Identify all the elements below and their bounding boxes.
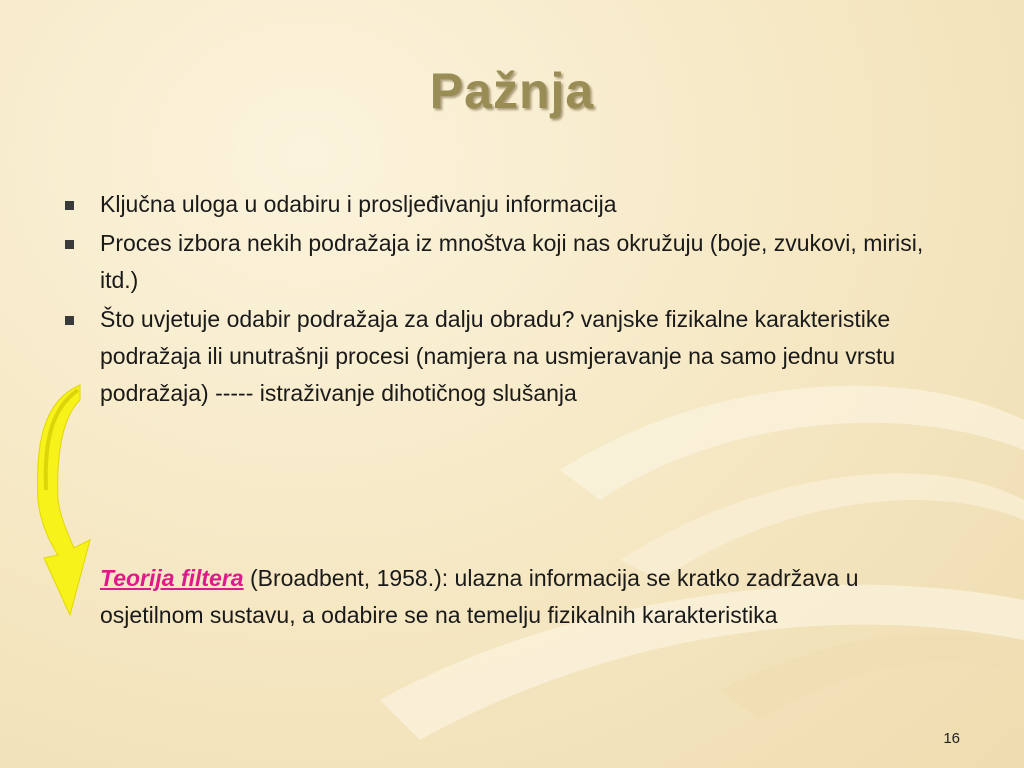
curved-arrow-icon — [30, 380, 100, 620]
list-item — [60, 301, 960, 412]
theory-link[interactable]: Teorija filtera — [100, 565, 244, 591]
bullet-square-icon — [65, 316, 74, 325]
page-number: 16 — [943, 730, 960, 747]
bullet-list — [60, 186, 960, 414]
bullet-square-icon — [65, 240, 74, 249]
bullet-square-icon — [65, 201, 74, 210]
bullet-text: Proces izbora nekih podražaja iz mnoštva koji nas okružuju (boje, zvukovi, mirisi, itd.) — [100, 230, 924, 293]
theory-paragraph — [100, 560, 940, 634]
slide-title: Pažnja — [429, 63, 595, 119]
list-item — [60, 225, 960, 299]
theory-text: (Broadbent, 1958.): ulazna informacija se kratko zadržava u osjetilnom sustavu, a odabire se na temelju fizikalnih karakteristika — [100, 565, 859, 628]
bullet-text: Ključna uloga u odabiru i prosljeđivanju informacija — [100, 191, 617, 217]
bullet-text: Što uvjetuje odabir podražaja za dalju obradu? vanjske fizikalne karakteristike podražaja ili unutrašnji procesi (namjera na usmjeravanje na samo jednu vrstu podražaja) ----- istraživanje dihotičnog slušanja — [100, 306, 896, 406]
list-item — [60, 186, 960, 223]
